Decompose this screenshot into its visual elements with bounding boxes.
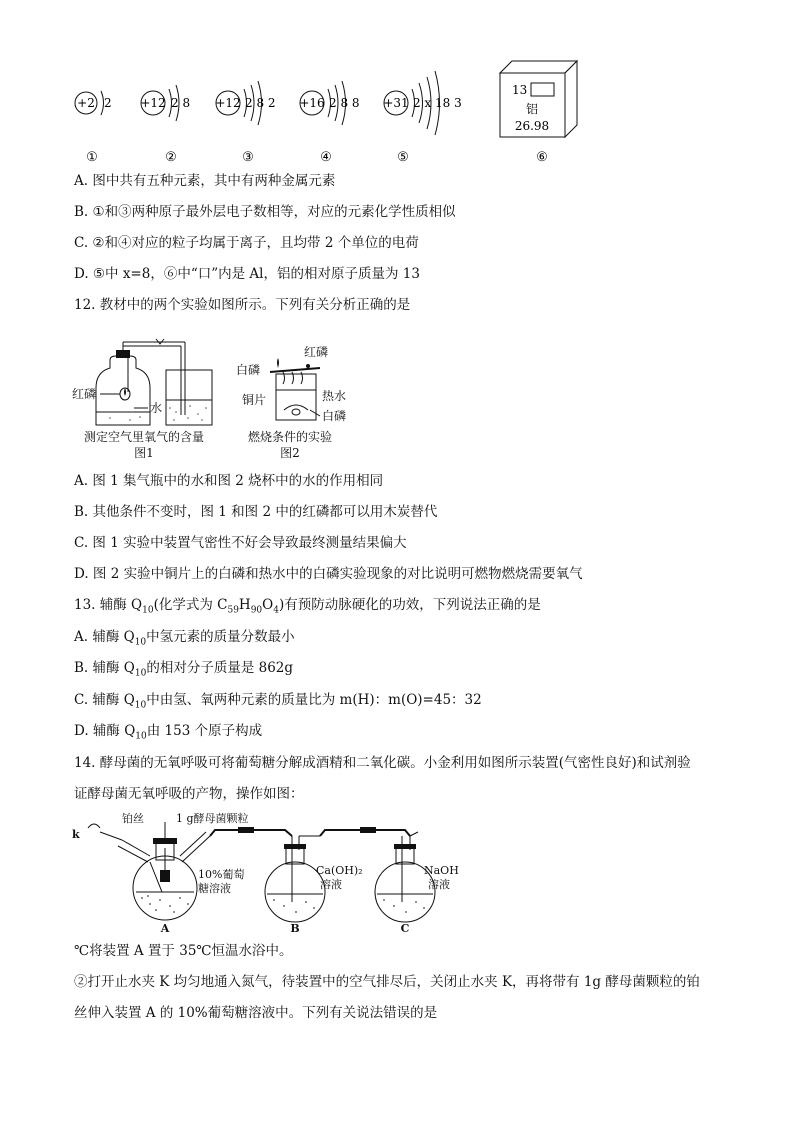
label-4: ④ xyxy=(320,150,332,165)
svg-text:铝: 铝 xyxy=(525,102,539,116)
label-naoh: NaOH xyxy=(424,864,459,877)
q14-stem-line2: 证酵母菌无氧呼吸的产物，操作如图： xyxy=(74,786,304,802)
q11-option-a: A. 图中共有五种元素，其中有两种金属元素 xyxy=(74,173,336,189)
q12-option-c: C. 图 1 实验中装置气密性不好会导致最终测量结果偏大 xyxy=(74,535,407,551)
label-a: A xyxy=(160,922,170,935)
q13-option-a: A. 辅酶 $Q_{10}$中氢元素的质量分数最小 xyxy=(74,629,295,648)
svg-text:13: 13 xyxy=(512,83,528,97)
svg-text:2 x 18 3: 2 x 18 3 xyxy=(413,96,462,110)
label-yeast: 1 g酵母菌颗粒 xyxy=(176,812,249,825)
svg-text:+31: +31 xyxy=(383,96,409,110)
label-glucose-line2: 糖溶液 xyxy=(198,882,231,895)
figure-1-apparatus xyxy=(72,339,212,460)
q12-option-b: B. 其他条件不变时，图 1 和图 2 中的红磷都可以用木炭替代 xyxy=(74,504,438,520)
label-c: C xyxy=(400,922,410,935)
label-red-phosphorus-2: 红磷 xyxy=(304,345,329,359)
svg-text:26.98: 26.98 xyxy=(514,119,550,133)
atom-structure-figure xyxy=(70,55,590,170)
q13-option-b: B. 辅酶 $Q_{10}$的相对分子质量是 862g xyxy=(74,660,294,679)
q12-option-d: D. 图 2 实验中铜片上的白磷和热水中的白磷实验现象的对比说明可燃物燃烧需要氧气 xyxy=(74,566,583,582)
flask-c xyxy=(375,832,459,935)
atom-1 xyxy=(75,91,112,165)
q13-option-d: D. 辅酶 $Q_{10}$由 153 个原子构成 xyxy=(74,723,263,742)
svg-text:2 8 2: 2 8 2 xyxy=(245,96,276,110)
q11-option-b: B. ①和③两种原子最外层电子数相等，对应的元素化学性质相似 xyxy=(74,204,456,220)
label-hot-water: 热水 xyxy=(322,389,347,403)
label-platinum-wire: 铂丝 xyxy=(122,812,144,825)
atom-4 xyxy=(299,81,359,165)
q12-option-a: A. 图 1 集气瓶中的水和图 2 烧杯中的水的作用相同 xyxy=(74,473,384,489)
label-b: B xyxy=(290,922,300,935)
q14-step-1: ℃将装置 A 置于 35℃恒温水浴中。 xyxy=(74,943,293,959)
svg-text:2 8: 2 8 xyxy=(171,96,191,110)
q14-apparatus-figure xyxy=(70,810,470,935)
label-3: ③ xyxy=(242,150,254,165)
label-red-phosphorus: 红磷 xyxy=(72,387,97,401)
atom-2 xyxy=(140,85,190,165)
q14-step-2-line2: 丝伸入装置 A 的 10%葡萄糖溶液中。下列有关说法错误的是 xyxy=(74,1005,438,1021)
svg-text:2 8 8: 2 8 8 xyxy=(329,96,360,110)
atom-5 xyxy=(383,71,461,165)
q13-stem: 13. 辅酶 $Q_{10}$(化学式为 $C_{59}H_{90}O_4$)有预防动脉硬化的功效，下列说法正确的是 xyxy=(74,597,541,616)
q11-option-d: D. ⑤中 x=8，⑥中“口”内是 Al，铝的相对原子质量为 13 xyxy=(74,266,420,282)
figure-2-name: 图2 xyxy=(280,446,300,460)
atom-3 xyxy=(215,81,275,165)
svg-text:2: 2 xyxy=(104,96,112,110)
figure-2-caption: 燃烧条件的实验 xyxy=(247,430,333,444)
label-white-phosphorus-bottom: 白磷 xyxy=(322,409,347,423)
label-water: 水 xyxy=(150,401,163,415)
q14-step-2-line1: ②打开止水夹 K 均匀地通入氮气，待装置中的空气排尽后，关闭止水夹 K，再将带有 1g 酵母菌颗粒的铂 xyxy=(74,974,700,990)
q13-option-c: C. 辅酶 $Q_{10}$中由氢、氧两种元素的质量比为 m(H)：m(O)=45：32 xyxy=(74,692,482,711)
label-copper: 铜片 xyxy=(242,393,267,407)
svg-text:+16: +16 xyxy=(299,96,325,110)
label-glucose-line1: 10%葡萄 xyxy=(198,868,245,881)
label-solution-b: 溶液 xyxy=(320,878,342,891)
label-k: k xyxy=(72,828,80,841)
q14-stem-line1: 14. 酵母菌的无氧呼吸可将葡萄糖分解成酒精和二氧化碳。小金利用如图所示装置(气密性良好)和试剂验 xyxy=(74,755,691,771)
svg-text:+12: +12 xyxy=(140,96,166,110)
label-5: ⑤ xyxy=(397,150,409,165)
label-6: ⑥ xyxy=(536,150,548,165)
label-2: ② xyxy=(165,150,177,165)
figure-1-name: 图1 xyxy=(134,446,154,460)
q11-option-c: C. ②和④对应的粒子均属于离子，且均带 2 个单位的电荷 xyxy=(74,235,419,251)
flask-b xyxy=(265,836,363,935)
element-card xyxy=(500,61,577,165)
label-calcium-hydroxide: Ca(OH)₂ xyxy=(316,864,363,877)
label-white-phosphorus-top: 白磷 xyxy=(236,363,261,377)
svg-text:+2: +2 xyxy=(77,96,95,110)
figure-1-caption: 测定空气里氧气的含量 xyxy=(83,430,205,444)
label-1: ① xyxy=(86,150,98,165)
svg-text:+12: +12 xyxy=(215,96,241,110)
q12-stem: 12. 教材中的两个实验如图所示。下列有关分析正确的是 xyxy=(74,297,411,313)
label-solution-c: 溶液 xyxy=(428,878,450,891)
q12-figures xyxy=(70,330,360,465)
figure-2-apparatus xyxy=(236,344,346,460)
